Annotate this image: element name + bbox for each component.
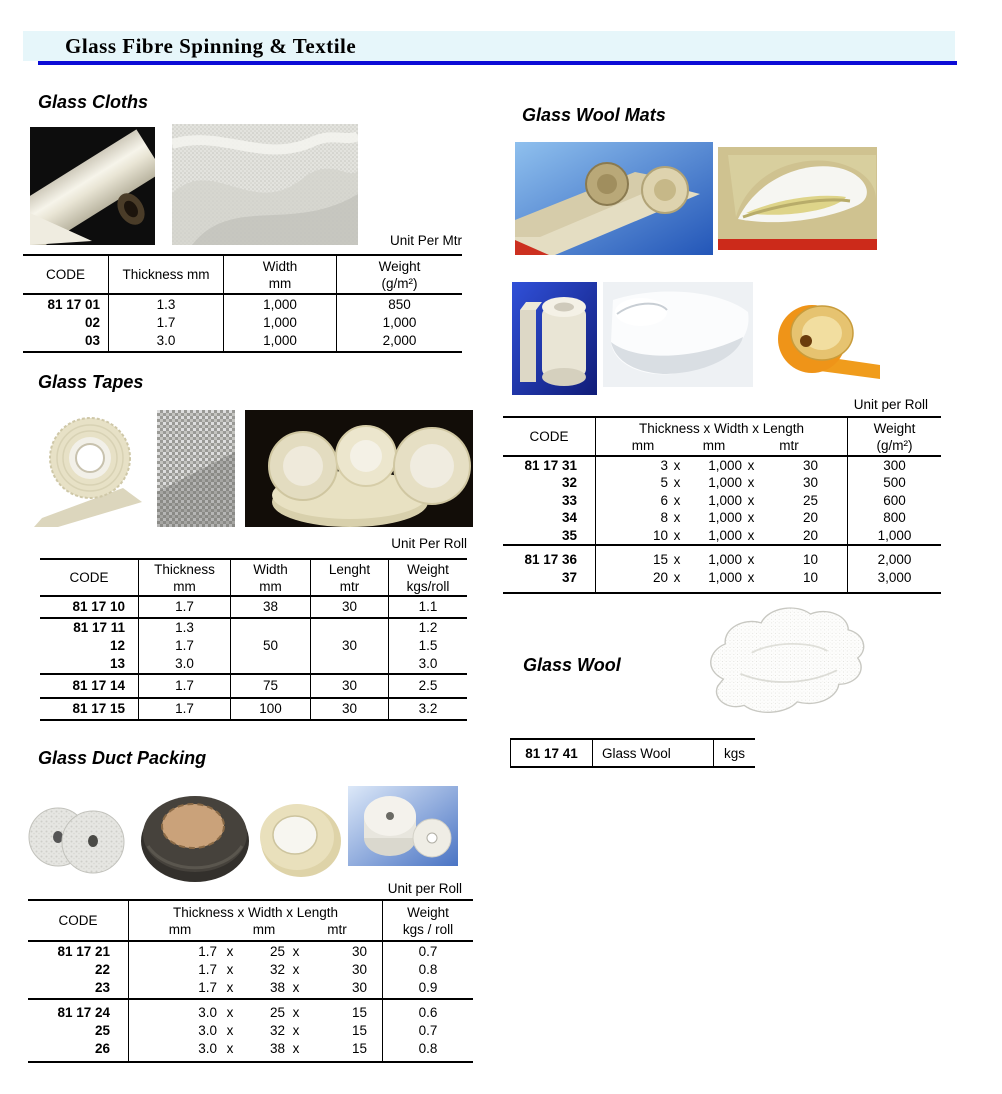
code-cell (503, 546, 595, 592)
dim-sep: x (226, 980, 234, 995)
dimension-row (596, 509, 847, 527)
wool-mats-row-group (503, 457, 941, 546)
weight-value: 3,000 (877, 570, 912, 585)
dim-value: 20 (652, 570, 668, 585)
wool-roll-darkblue-photo (512, 282, 597, 395)
header-text: Thickness mm (122, 267, 210, 282)
code-value: 81 17 14 (72, 678, 125, 693)
dim-value: 1,000 (708, 457, 742, 473)
weight-column-header (336, 256, 462, 293)
code-value: 03 (84, 333, 100, 348)
width-value: 38 (262, 599, 279, 614)
glass-duct-packing-unit-label: Unit per Roll (387, 881, 462, 896)
glass-cloth-fabric-photo (172, 124, 358, 245)
dim-value: 1.7 (198, 944, 217, 959)
weight-value: 2.5 (418, 678, 438, 693)
dimension-units-row (129, 921, 382, 938)
dim-value: 1,000 (708, 552, 742, 568)
width-cell (223, 295, 336, 351)
thickness-value: 1.7 (175, 678, 194, 693)
dim-value: 1,000 (708, 570, 742, 585)
code-column-header (40, 560, 138, 595)
thickness-cell (138, 619, 230, 673)
dimension-row (129, 979, 382, 997)
glass-tapes-title: Glass Tapes (38, 372, 144, 392)
thickness-value: 3.0 (156, 333, 176, 348)
glass-tape-roll-photo (28, 408, 150, 527)
code-cell (40, 597, 138, 617)
weight-cell (382, 942, 473, 998)
code-value: 32 (561, 475, 577, 491)
header-text: Thickness x Width x Length (638, 420, 805, 436)
glass-wool-mats-unit-label: Unit per Roll (853, 397, 928, 412)
code-value: 35 (561, 527, 577, 543)
weight-cell (847, 457, 941, 544)
thickness-value: 1.7 (175, 599, 194, 614)
dim-sep: x (747, 570, 755, 585)
thickness-value: 1.7 (175, 701, 194, 716)
thickness-cell (138, 699, 230, 719)
dimensions-column-header (595, 418, 847, 455)
foil-faced-roll-photo (770, 295, 880, 385)
width-value: 1,000 (263, 333, 297, 348)
dim-value: 1,000 (708, 492, 742, 508)
dim-value: 20 (802, 510, 818, 526)
code-value: 34 (561, 510, 577, 526)
header-text: Thickness (154, 561, 215, 577)
header-text: Width (262, 258, 298, 274)
dimension-row (129, 1022, 382, 1040)
weight-value: 800 (883, 510, 906, 526)
code-value: 02 (84, 315, 100, 330)
dim-value: 25 (802, 492, 818, 508)
code-value: 26 (94, 1040, 110, 1056)
width-value: 1,000 (263, 297, 297, 312)
thickness-value: 1.3 (156, 297, 176, 312)
page-header-band (23, 31, 955, 61)
dim-sep: x (292, 944, 300, 959)
code-value: 81 17 24 (57, 1004, 110, 1020)
code-cell (510, 740, 592, 766)
code-cell (28, 1000, 128, 1061)
code-cell (28, 942, 128, 998)
folded-mat-photo (718, 147, 877, 250)
dim-value: 15 (351, 1004, 367, 1020)
thickness-value: 1.7 (156, 315, 176, 330)
dim-value: 6 (660, 492, 668, 508)
width-value: 100 (259, 701, 282, 716)
dimension-units-row (596, 437, 847, 454)
header-text: Weight (873, 420, 916, 436)
code-value: 81 17 10 (72, 599, 125, 614)
dim-value: 30 (351, 980, 367, 995)
glass-tapes-row-group (40, 675, 467, 699)
length-cell (310, 699, 388, 719)
code-value: 81 17 21 (57, 944, 110, 959)
dim-value: 3.0 (198, 1004, 217, 1020)
unit-mm: mm (631, 437, 655, 453)
weight-value: 1.5 (418, 638, 438, 653)
dim-sep: x (747, 475, 755, 491)
weight-column-header (847, 418, 941, 455)
weight-value: 0.8 (418, 962, 438, 977)
code-value: 23 (94, 980, 110, 995)
dimension-row (596, 527, 847, 545)
header-divider (38, 61, 957, 65)
weight-value: 0.6 (418, 1004, 438, 1020)
header-text: CODE (45, 267, 85, 282)
thickness-cell (108, 295, 223, 351)
dimension-row (129, 1004, 382, 1022)
code-cell (503, 457, 595, 544)
dim-sep: x (673, 510, 681, 526)
weight-value: 850 (388, 297, 411, 312)
dim-sep: x (226, 1022, 234, 1038)
dim-value: 10 (802, 570, 818, 585)
dim-value: 1.7 (198, 980, 217, 995)
wool-mats-blue-photo (515, 142, 713, 255)
weight-value: 0.8 (418, 1040, 438, 1056)
dim-sep: x (673, 457, 681, 473)
glass-duct-packing-title: Glass Duct Packing (38, 748, 207, 768)
code-value: 22 (94, 962, 110, 977)
dim-sep: x (226, 944, 234, 959)
dim-sep: x (292, 980, 300, 995)
dim-value: 32 (269, 962, 285, 977)
wool-mats-header-row (503, 416, 941, 457)
dimension-row (129, 943, 382, 961)
weight-cell (388, 619, 467, 673)
thickness-value: 3.0 (175, 656, 194, 671)
glass-tape-mesh-photo (157, 410, 235, 527)
weight-value: 300 (883, 457, 906, 473)
weight-column-header (382, 901, 473, 940)
header-text: CODE (69, 570, 109, 585)
dim-value: 15 (351, 1040, 367, 1056)
length-cell (310, 619, 388, 673)
width-cell (230, 699, 310, 719)
dim-sep: x (226, 962, 234, 977)
weight-value: 0.9 (418, 980, 438, 995)
dim-value: 15 (351, 1022, 367, 1038)
dim-value: 5 (660, 475, 668, 491)
header-text: (g/m²) (381, 275, 418, 291)
header-text: Lenght (328, 561, 371, 577)
dim-sep: x (292, 1040, 300, 1056)
dimension-row (596, 457, 847, 475)
thickness-cell (138, 597, 230, 617)
length-value: 30 (341, 678, 358, 693)
glass-wool-title: Glass Wool (523, 655, 621, 675)
code-value: 81 17 15 (72, 701, 125, 716)
code-column-header (503, 418, 595, 455)
dim-sep: x (673, 492, 681, 508)
thickness-column-header (108, 256, 223, 293)
weight-value: 3.2 (418, 701, 438, 716)
code-value: 13 (109, 656, 125, 671)
weight-column-header (388, 560, 467, 595)
width-value: 75 (262, 678, 279, 693)
dim-sep: x (747, 457, 755, 473)
dim-value: 10 (802, 552, 818, 568)
code-cell (40, 675, 138, 697)
unit-mtr: mtr (327, 921, 347, 937)
dimensions-column-header (128, 901, 382, 940)
dim-sep: x (747, 510, 755, 526)
unit-mm: mm (702, 437, 726, 453)
black-duct-tape-photo (138, 786, 252, 884)
header-text: mtr (339, 578, 360, 594)
width-column-header (223, 256, 336, 293)
code-value: 81 17 11 (73, 620, 125, 635)
dimension-row (129, 1040, 382, 1058)
dim-sep: x (292, 1004, 300, 1020)
dimensions-cell (128, 942, 382, 998)
code-column-header (28, 901, 128, 940)
dim-value: 25 (269, 1004, 285, 1020)
header-text: (g/m²) (876, 437, 913, 453)
glass-cloths-data-rows (23, 295, 462, 353)
dim-value: 1.7 (198, 962, 217, 977)
header-text: CODE (529, 429, 569, 444)
duct-packing-row-group (28, 942, 473, 1000)
dim-sep: x (673, 570, 681, 585)
code-value: 33 (561, 492, 577, 508)
thickness-column-header (138, 560, 230, 595)
unit-mm: mm (252, 921, 276, 937)
dim-sep: x (673, 475, 681, 491)
code-value: 25 (94, 1022, 110, 1038)
weight-value: 2,000 (382, 333, 417, 348)
dimension-row (596, 492, 847, 510)
dim-value: 25 (269, 944, 285, 959)
dim-value: 15 (652, 552, 668, 568)
cream-tape-roll-photo (256, 793, 342, 882)
header-text: mm (259, 578, 282, 594)
weight-value: 1,000 (382, 315, 417, 330)
page-title: Glass Fibre Spinning & Textile (65, 34, 357, 58)
header-text: mm (268, 275, 292, 291)
dim-value: 1,000 (708, 510, 742, 526)
header-text: Weight (407, 561, 449, 577)
duct-packing-discs-photo (25, 795, 125, 887)
dim-sep: x (747, 527, 755, 543)
dimensions-cell (128, 1000, 382, 1061)
thickness-cell (138, 675, 230, 697)
dim-sep: x (292, 962, 300, 977)
glass-cloths-header-row (23, 254, 462, 295)
code-value: 81 17 31 (524, 457, 577, 473)
length-cell (310, 597, 388, 617)
dim-sep: x (292, 1022, 300, 1038)
header-text: Weight (407, 904, 449, 920)
duct-packing-row-group (28, 1000, 473, 1063)
header-text: kgs / roll (402, 921, 454, 937)
code-value: 81 17 36 (524, 552, 577, 568)
dim-sep: x (747, 552, 755, 568)
dim-sep: x (226, 1004, 234, 1020)
unit-cell (713, 740, 755, 766)
unit-value: kgs (723, 745, 745, 761)
dimensions-cell (595, 546, 847, 592)
code-cell (23, 295, 108, 351)
header-text: mm (173, 578, 196, 594)
weight-value: 1,000 (877, 527, 912, 543)
unit-mtr: mtr (779, 437, 799, 453)
dim-value: 38 (269, 1040, 285, 1056)
weight-cell (336, 295, 462, 351)
width-value: 1,000 (263, 315, 297, 330)
dim-value: 20 (802, 527, 818, 543)
glass-tapes-row-group (40, 619, 467, 675)
header-text: kgs/roll (406, 578, 450, 594)
glass-wool-table (510, 738, 755, 768)
dim-sep: x (673, 527, 681, 543)
dim-sep: x (226, 1040, 234, 1056)
glass-cloths-unit-label: Unit Per Mtr (389, 233, 462, 248)
white-mat-roll-photo (603, 282, 753, 387)
dimension-row (596, 569, 847, 587)
glass-tapes-row-group (40, 699, 467, 721)
dim-value: 3.0 (198, 1040, 217, 1056)
product-name: Glass Wool (602, 745, 671, 761)
length-column-header (310, 560, 388, 595)
weight-value: 1.2 (418, 620, 438, 635)
length-value: 30 (341, 599, 358, 614)
dim-value: 32 (269, 1022, 285, 1038)
width-column-header (230, 560, 310, 595)
unit-mm: mm (168, 921, 192, 937)
dim-value: 30 (802, 457, 818, 473)
header-text: CODE (58, 913, 98, 928)
width-cell (230, 619, 310, 673)
glass-cloths-title: Glass Cloths (38, 92, 149, 112)
dimension-row (596, 551, 847, 569)
weight-value: 3.0 (418, 656, 438, 671)
thickness-value: 1.7 (175, 638, 194, 653)
code-column-header (23, 256, 108, 293)
glass-wool-photo (695, 600, 870, 730)
code-value: 81 17 01 (47, 297, 100, 312)
glass-cloth-roll-photo (30, 127, 155, 245)
weight-value: 0.7 (418, 944, 438, 959)
dim-value: 3.0 (198, 1022, 217, 1038)
dim-value: 1,000 (708, 475, 742, 491)
dim-value: 30 (351, 962, 367, 977)
weight-cell (382, 1000, 473, 1061)
code-value: 81 17 41 (525, 745, 578, 761)
glass-tapes-header-row (40, 558, 467, 597)
header-text: Thickness x Width x Length (172, 904, 339, 920)
glass-wool-mats-table (503, 416, 941, 594)
header-text: Weight (378, 258, 421, 274)
weight-value: 1.1 (418, 599, 438, 614)
duct-packing-header-row (28, 899, 473, 942)
wool-mats-row-group (503, 546, 941, 594)
dimensions-cell (595, 457, 847, 544)
weight-value: 500 (883, 475, 906, 491)
dimension-row (129, 961, 382, 979)
code-cell (40, 699, 138, 719)
dim-value: 8 (660, 510, 668, 526)
length-value: 30 (341, 701, 358, 716)
dimension-row (596, 474, 847, 492)
dim-value: 30 (351, 944, 367, 959)
glass-cloths-table (23, 254, 462, 353)
product-name-cell (592, 740, 713, 766)
glass-tape-rolls-photo (245, 410, 473, 527)
weight-cell (388, 675, 467, 697)
thickness-value: 1.3 (175, 620, 194, 635)
code-cell (40, 619, 138, 673)
dim-value: 3 (660, 457, 668, 473)
dim-sep: x (747, 492, 755, 508)
header-text: Width (253, 561, 288, 577)
dim-value: 10 (652, 527, 668, 543)
length-cell (310, 675, 388, 697)
width-cell (230, 597, 310, 617)
weight-cell (388, 597, 467, 617)
dim-value: 38 (269, 980, 285, 995)
weight-cell (847, 546, 941, 592)
width-cell (230, 675, 310, 697)
dim-value: 30 (802, 475, 818, 491)
code-value: 37 (561, 570, 577, 585)
weight-value: 0.7 (418, 1022, 438, 1038)
width-value: 50 (262, 638, 279, 653)
glass-tapes-table (40, 558, 467, 721)
length-value: 30 (341, 638, 358, 653)
weight-value: 2,000 (877, 552, 912, 568)
weight-value: 600 (883, 492, 906, 508)
glass-duct-packing-table (28, 899, 473, 1063)
glass-wool-mats-title: Glass Wool Mats (522, 105, 666, 125)
glass-tapes-unit-label: Unit Per Roll (391, 536, 467, 551)
glass-tapes-row-group (40, 597, 467, 619)
dim-sep: x (673, 552, 681, 568)
dim-value: 1,000 (708, 527, 742, 543)
white-rolls-photo (348, 786, 458, 866)
code-value: 12 (109, 638, 125, 653)
weight-cell (388, 699, 467, 719)
